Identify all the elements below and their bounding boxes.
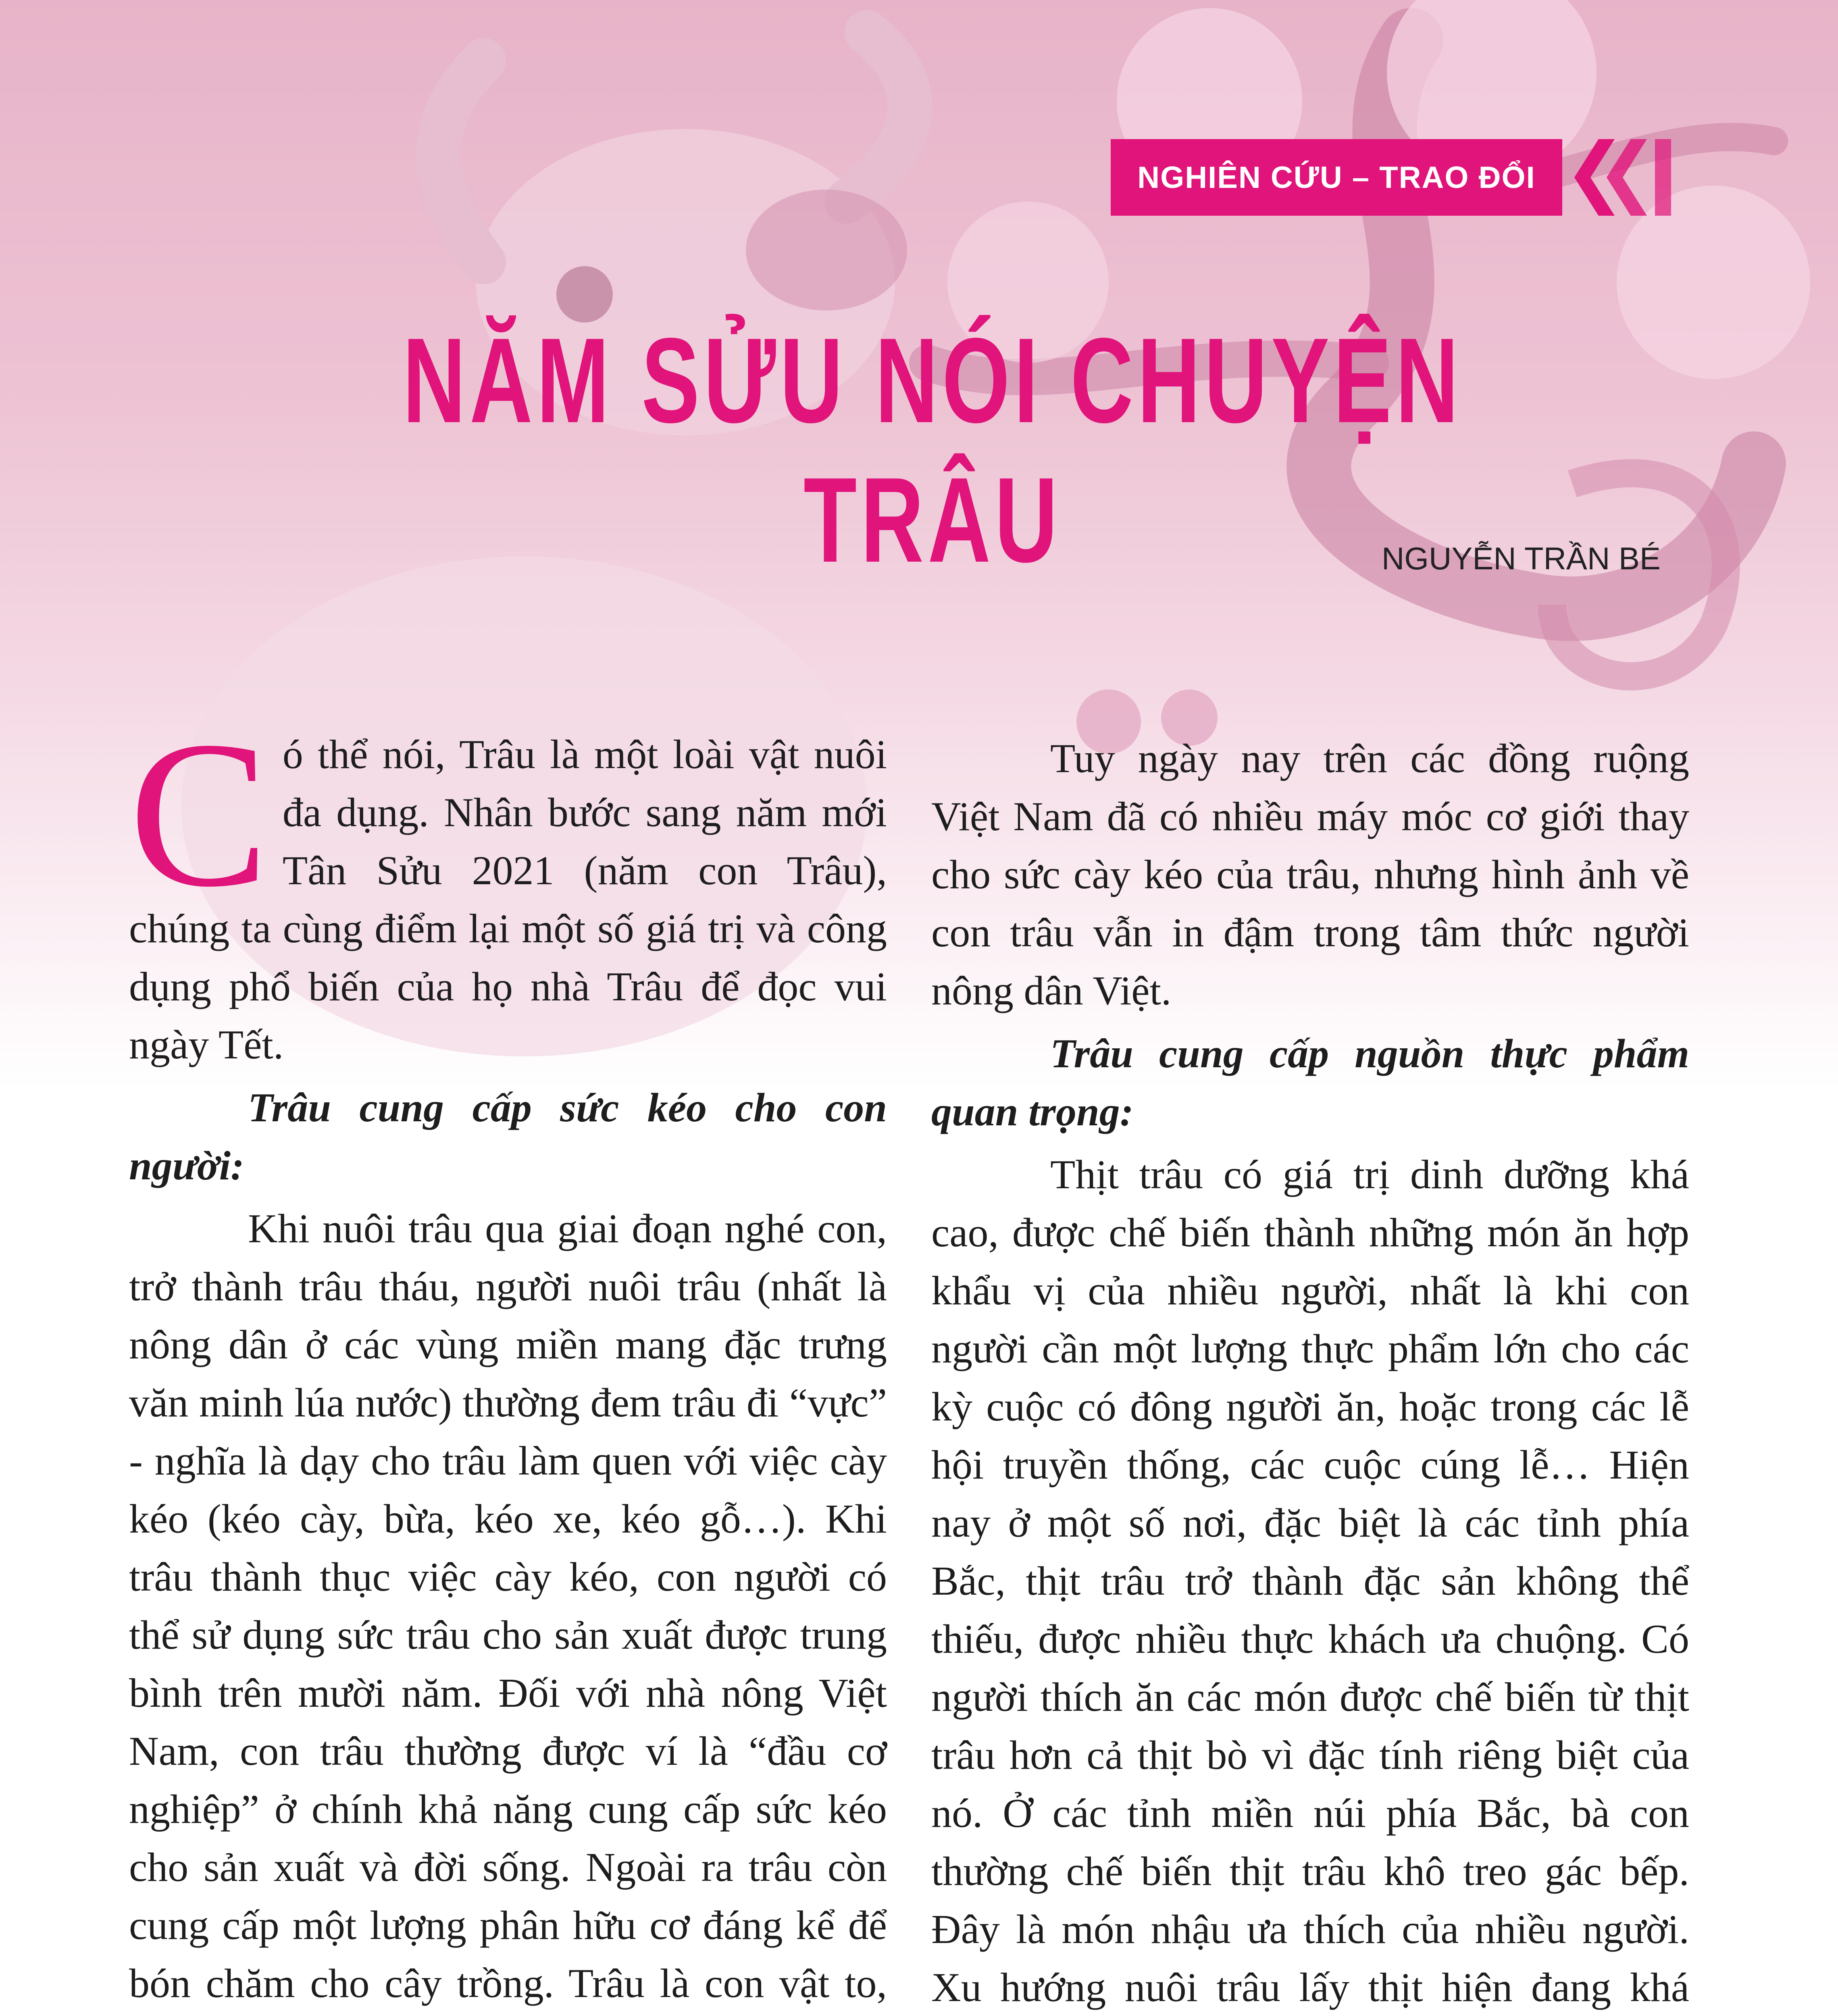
intro-paragraph xyxy=(129,698,887,1074)
chevron-decoration-icon xyxy=(1570,139,1675,216)
text-column-left xyxy=(129,698,887,2016)
section-heading: Trâu cung cấp sức kéo cho con người: xyxy=(129,1085,887,1189)
body-paragraph: Thịt trâu có giá trị dinh dưỡng khá cao, được chế biến thành những món ăn hợp khẩu vị của nhiều người, nhất là khi con người cần một lượng thực phẩm lớn cho các kỳ cuộc có đông người ăn, hoặc trong các lễ hội truyền thống, các cuộc cúng lễ… Hiện nay ở một số nơi, đặc biệt là các tỉnh phía Bắc, thịt trâu trở thành đặc sản không thể thiếu, được nhiều thực khách ưa chuộng. Có người thích ăn các món được chế biến từ thịt trâu hơn cả thịt bò vì đặc tính riêng biệt của nó. Ở các tỉnh miền núi phía Bắc, bà con thường chế biến thịt trâu khô treo gác bếp. Đây là món nhậu ưa thích của nhiều người. Xu hướng nuôi trâu lấy thịt hiện đang khá xyxy=(931,1152,1689,2010)
drop-cap: C xyxy=(129,698,269,930)
section-heading: Trâu cung cấp nguồn thực phẩm quan trọng: xyxy=(931,1031,1689,1135)
body-paragraph: Khi nuôi trâu qua giai đoạn nghé con, trở thành trâu tháu, người nuôi trâu (nhất là nông dân ở các vùng miền mang đặc trưng văn minh lúa nước) thường đem trâu đi “vực” - nghĩa là dạy cho trâu làm quen với việc cày kéo (kéo cày, bừa, kéo xe, kéo gỗ…). Khi trâu thành thục việc cày kéo, con người có thể sử dụng sức trâu cho sản xuất được trung bình trên mười năm. Đối với nhà nông Việt Nam, con trâu thường được ví là “đầu cơ nghiệp” ở chính khả năng cung cấp sức kéo cho sản xuất và đời sống. Ngoài ra trâu còn cung cấp một lượng phân hữu cơ đáng kể để bón chăm cho cây trồng. Trâu là con vật to, xyxy=(129,1206,887,2006)
article-title: NĂM SỬU NÓI CHUYỆN TRÂU xyxy=(402,312,1463,587)
section-tag: NGHIÊN CỨU – TRAO ĐỔI xyxy=(1111,139,1562,216)
author-byline: NGUYỄN TRẦN BÉ xyxy=(1381,541,1661,576)
body-paragraph: Tuy ngày nay trên các đồng ruộng Việt Nam đã có nhiều máy móc cơ giới thay cho sức cày kéo của trâu, nhưng hình ảnh về con trâu vẫn in đậm trong tâm thức người nông dân Việt. xyxy=(931,736,1689,1014)
intro-text: ó thể nói, Trâu là một loài vật nuôi đa dụng. Nhân bước sang năm mới Tân Sửu 2021 (năm con Trâu), chúng ta cùng điểm lại một số giá trị và công dụng phổ biến của họ nhà Trâu để đọc vui ngày Tết. xyxy=(129,732,887,1068)
text-column-right xyxy=(931,730,1689,2016)
